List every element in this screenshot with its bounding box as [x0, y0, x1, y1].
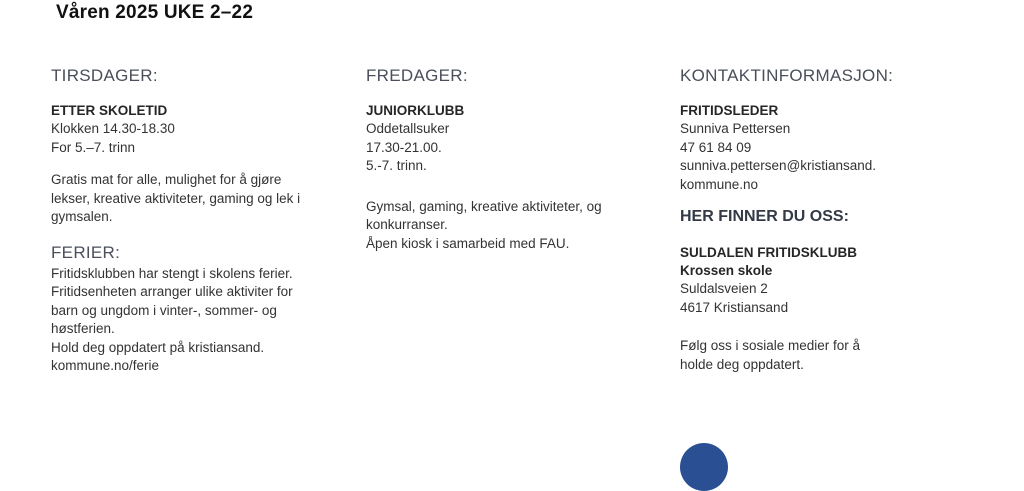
fridays-activity-line: Åpen kiosk i samarbeid med FAU. [366, 235, 570, 251]
fridays-activity-line: Gymsal, gaming, kreative aktiviteter, og [366, 198, 602, 214]
location-club: SULDALEN FRITIDSKLUBB [680, 245, 857, 260]
holidays-line: høstferien. [51, 321, 115, 336]
tuesdays-time: Klokken 14.30-18.30 [51, 121, 175, 136]
location-heading: HER FINNER DU OSS: [680, 208, 849, 225]
column-contact [680, 64, 980, 374]
spacer [680, 194, 980, 206]
tuesdays-heading: TIRSDAGER: [51, 66, 158, 85]
fridays-subheading: JUNIORKLUBB [366, 103, 465, 118]
fridays-time: 17.30-21.00. [366, 139, 442, 155]
location-social-line: Følg oss i sosiale medier for å [680, 338, 861, 353]
contact-heading: KONTAKTINFORMASJON: [680, 66, 894, 85]
contact-email-line[interactable]: kommune.no [680, 176, 759, 192]
spacer [680, 317, 980, 337]
holidays-line: Fritidsklubben har stengt i skolens ferier. [51, 265, 293, 281]
fridays-activity-line: konkurranser. [366, 217, 448, 232]
contact-email-line[interactable]: sunniva.pettersen@kristiansand. [680, 158, 877, 173]
fridays-grades: 5.-7. trinn. [366, 158, 427, 173]
location-school: Krossen skole [680, 263, 773, 278]
fridays-heading: FREDAGER: [366, 66, 468, 85]
tuesdays-subheading: ETTER SKOLETID [51, 103, 168, 118]
tuesdays-description-line: gymsalen. [51, 209, 113, 224]
spacer [680, 228, 980, 244]
spacer [366, 176, 666, 198]
contact-name: Sunniva Pettersen [680, 121, 791, 136]
spacer [51, 157, 351, 171]
holidays-line: barn og ungdom i vinter-, sommer- og [51, 302, 277, 318]
column-fridays [366, 64, 666, 253]
column-tuesdays [51, 64, 351, 376]
holidays-line: Fritidsenheten arranger ulike aktiviter for [51, 284, 293, 299]
spacer [51, 227, 351, 241]
location-social-line: holde deg oppdatert. [680, 356, 804, 372]
holidays-line: Hold deg oppdatert på kristiansand. [51, 339, 265, 355]
tuesdays-grades: For 5.–7. trinn [51, 139, 136, 155]
location-street: Suldalsveien 2 [680, 281, 768, 296]
season-subtitle: Våren 2025 UKE 2–22 [56, 2, 254, 23]
tuesdays-description-line: lekser, kreative aktiviteter, gaming og lek i [51, 190, 301, 206]
contact-phone[interactable]: 47 61 84 09 [680, 139, 752, 155]
social-logo-icon [680, 443, 728, 491]
location-postal: 4617 Kristiansand [680, 299, 789, 315]
contact-role: FRITIDSLEDER [680, 103, 779, 118]
tuesdays-description-line: Gratis mat for alle, mulighet for å gjøre [51, 172, 282, 187]
holidays-line: kommune.no/ferie [51, 358, 160, 373]
holidays-heading: FERIER: [51, 242, 121, 262]
fridays-weeks: Oddetallsuker [366, 121, 450, 136]
